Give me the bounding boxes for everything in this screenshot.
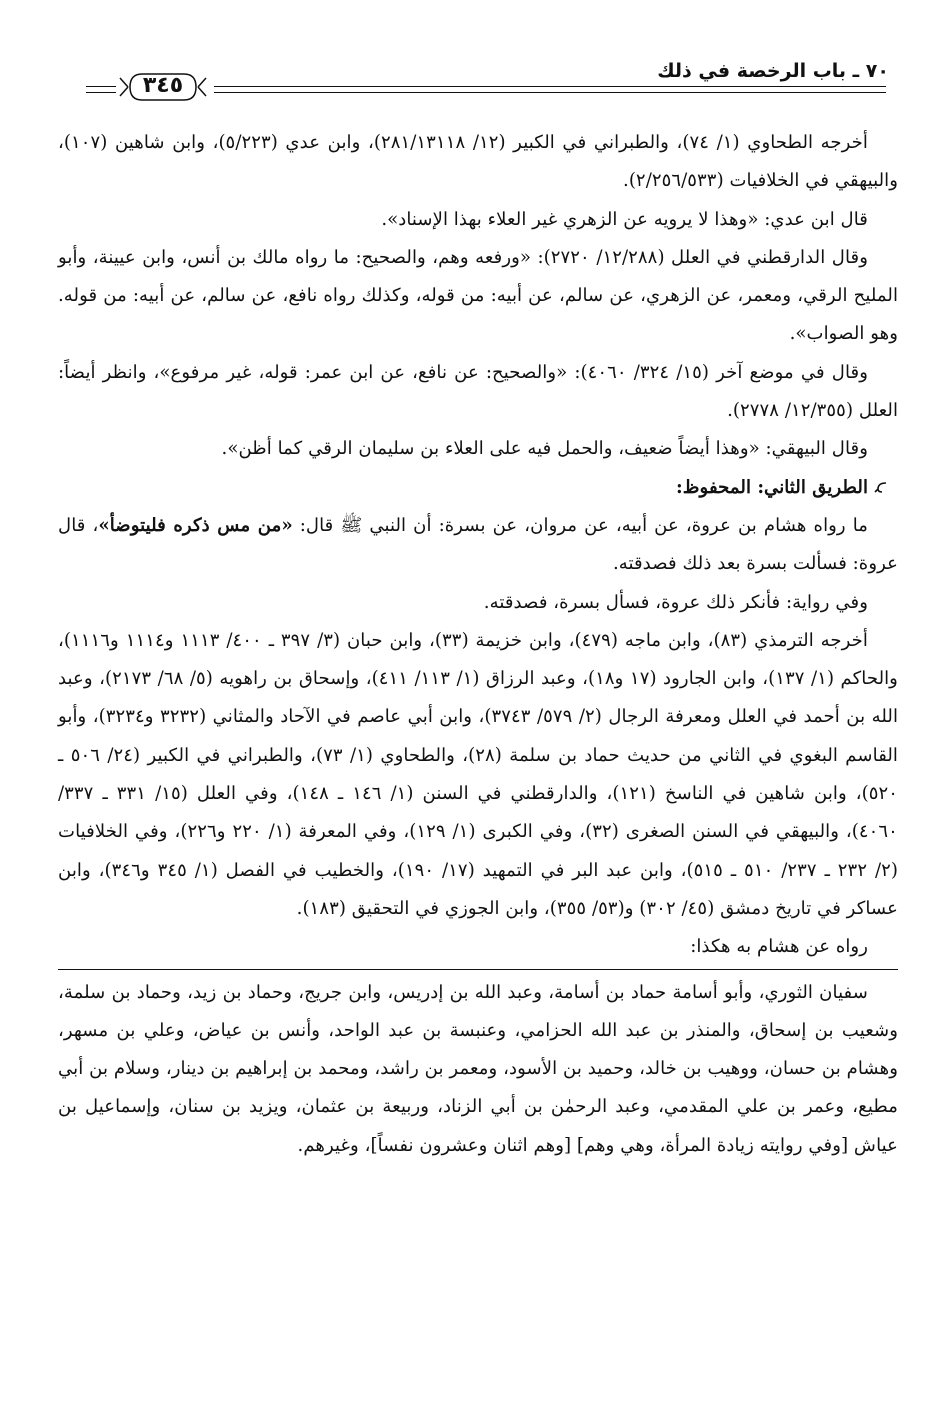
page-number-badge [118,70,208,104]
section-heading [58,469,898,507]
paragraph-bayhaqi: وقال البيهقي: «وهذا أيضاً ضعيف، والحمل فيه على العلاء بن سليمان الرقي كما أظن». [221,438,868,460]
section-separator [58,969,898,970]
hadith-text: «من مس ذكره فليتوضأ» [98,514,293,536]
paragraph-narrators-intro: رواه عن هشام به هكذا: [690,936,868,958]
hadith-tail: ، قال عروة: فسألت بسرة بعد ذلك فصدقته. [58,514,898,575]
chapter-title: ٧٠ ـ باب الرخصة في ذلك [657,60,889,82]
paragraph-takhrij-2: أخرجه الترمذي (٨٣)، وابن ماجه (٤٧٩)، وابن خزيمة (٣٣)، وابن حبان (٣/ ٣٩٧ ـ ٤٠٠/ ١١١٣ و١١١٤ و١١١٦)، والحاكم (١/ ١٣٧)، وابن الجارود (١٧ و١٨)، وعبد الرزاق (١/ ١١٣/ ٤١١)، وإسحاق بن راهويه (٥/ ٦٨/ ٢١٧٣)، وعبد الله بن أحمد في العلل ومعرفة الرجال (٢/ ٥٧٩/ ٣٧٤٣)، وابن أبي عاصم في الآحاد والمثاني (٣٢٣٢ و٣٢٣٤)، وأبو القاسم البغوي في الثاني من حديث حماد بن سلمة (٢٨)، والطحاوي (١/ ٧٣)، والطبراني في الكبير (٢٤/ ٥٠٦ ـ ٥٢٠)، وابن شاهين في الناسخ (١٢١)، والدارقطني في السنن (١/ ١٤٦ ـ ١٤٨)، وفي العلل (١٥/ ٣٣١ ـ ٣٣٧/ ٤٠٦٠)، والبيهقي في السنن الصغرى (٣٢)، وفي الكبرى (١/ ١٢٩)، وفي المعرفة (١/ ٢٢٠ و٢٢٦)، وفي الخلافيات (٢/ ٢٣٢ ـ ٢٣٧/ ٥١٠ ـ ٥١٥)، وابن عبد البر في التمهيد (١٧/ ١٩٠)، والخطيب في الفصل (١/ ٣٤٥ و٣٤٦)، وابن عساكر في تاريخ دمشق (٤٥/ ٣٠٢) و(٥٣/ ٣٥٥)، وابن الجوزي في التحقيق (١٨٣). [58,629,898,919]
page-body [58,124,898,1165]
header-rule-right-2 [214,92,886,93]
paragraph-daraqutni: وقال الدارقطني في العلل (١٢/٢٨٨/ ٢٧٢٠): «ورفعه وهم، والصحيح: ما رواه مالك بن أنس، وابن عيينة، وأبو المليح الرقي، ومعمر، عن الزهري، عن سالم، عن أبيه: من قوله، وكذلك رواه نافع، عن سالم، عن أبيه: من قوله. وهو الصواب». [58,246,898,345]
paragraph-narrators-list: سفيان الثوري، وأبو أسامة حماد بن أسامة، وعبد الله بن إدريس، وابن جريج، وحماد بن زيد، وحماد بن سلمة، وشعيب بن إسحاق، والمنذر بن عبد الله الحزامي، وعنبسة بن عبد الواحد، وأنس بن عياض، وعلي بن مسهر، وهشام بن حسان، ووهيب بن خالد، وحميد بن الأسود، ومعمر بن راشد، ومحمد بن إبراهيم بن دينار، وسلام بن أبي مطيع، وعمر بن علي المقدمي، وعبد الرحمٰن بن أبي الزناد، وربيعة بن عثمان، ويزيد بن سنان، وإسماعيل بن عياش [وفي روايته زيادة المرأة، وهي وهم] [وهم اثنان وعشرون نفساً]، وغيرهم. [58,981,898,1156]
header-rule-left [86,86,116,87]
header-rule-left-2 [86,92,116,93]
section-heading-text: الطريق الثاني: المحفوظ: [676,476,868,498]
paragraph-other-place: وقال في موضع آخر (١٥/ ٣٢٤/ ٤٠٦٠): «والصحيح: عن نافع، عن ابن عمر: قوله، غير مرفوع»، وانظر أيضاً: العلل (١٢/٣٥٥/ ٢٧٧٨). [58,361,898,422]
header-rule-right [214,86,886,87]
paragraph-ibn-adi: قال ابن عدي: «وهذا لا يرويه عن الزهري غير العلاء بهذا الإسناد». [381,208,868,230]
paragraph-riwaya: وفي رواية: فأنكر ذلك عروة، فسأل بسرة، فصدقته. [483,591,868,613]
page-number: ٣٤٥ [142,73,184,98]
paragraph-takhrij-1: أخرجه الطحاوي (١/ ٧٤)، والطبراني في الكبير (١٢/ ٢٨١/١٣١١٨)، وابن عدي (٥/٢٢٣)، وابن شاهين (١٠٧)، والبيهقي في الخلافيات (٢/٢٥٦/٥٣٣). [58,132,898,192]
section-marker-icon [874,480,888,494]
hadith-chain: ما رواه هشام بن عروة، عن أبيه، عن مروان، عن بسرة: أن النبي ﷺ قال: [292,514,869,536]
paragraph-hadith [58,507,898,584]
